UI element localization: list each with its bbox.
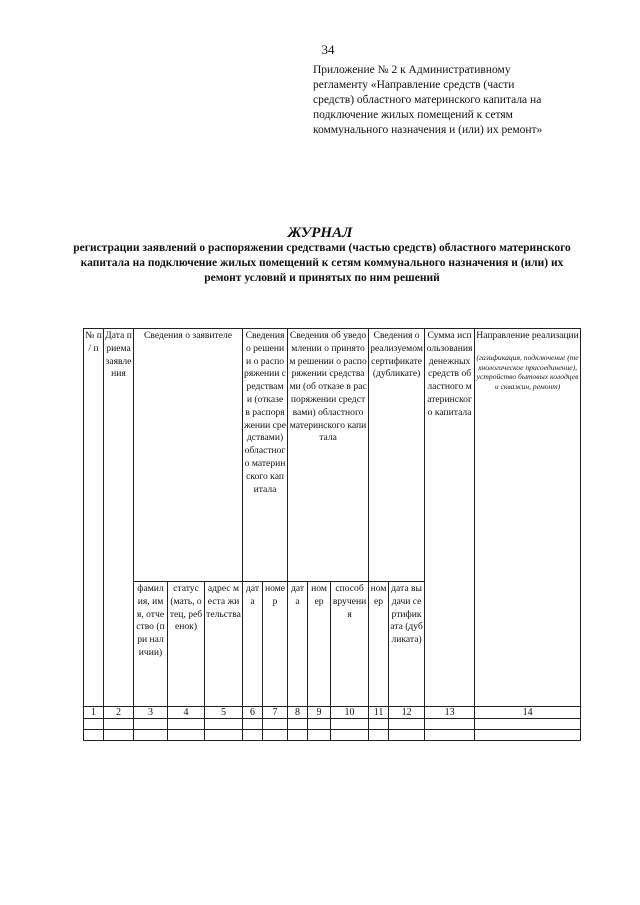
col-number: 12	[389, 707, 425, 719]
table-row	[84, 719, 581, 730]
col-number: 13	[425, 707, 475, 719]
table-cell	[104, 730, 134, 741]
sub-decision-date: дата	[243, 582, 263, 707]
col-number: 5	[205, 707, 243, 719]
sub-fio: фамилия, имя, отчество (при наличии)	[134, 582, 168, 707]
col-number: 2	[104, 707, 134, 719]
col-number: 9	[308, 707, 331, 719]
table-cell	[263, 719, 288, 730]
table-cell	[104, 719, 134, 730]
table-cell	[331, 719, 369, 730]
col-number: 10	[331, 707, 369, 719]
table-cell	[288, 730, 308, 741]
sub-decision-number: номер	[263, 582, 288, 707]
table-cell	[134, 719, 168, 730]
col-number: 6	[243, 707, 263, 719]
col-number: 8	[288, 707, 308, 719]
table-cell	[308, 730, 331, 741]
journal-table	[83, 328, 581, 741]
sub-notice-method: способ вручения	[331, 582, 369, 707]
table-cell	[425, 719, 475, 730]
table-cell	[168, 719, 205, 730]
table-cell	[475, 719, 581, 730]
col-number: 1	[84, 707, 104, 719]
header-row-main	[84, 329, 581, 582]
header-direction-note: (газификация, подключение (технологическое присоединение), устройство бытовых колодцев и скважин, ремонт)	[476, 352, 579, 392]
document-subtitle: регистрации заявлений о распоряжении средствами (частью средств) областного материнского капитала на подключение жилых помещений к сетям коммунального назначения и (или) их ремонт условий и принятых по ним решений	[73, 242, 571, 284]
table-cell	[389, 719, 425, 730]
header-certificate: Сведения о реализуемом сертификате (дубликате)	[369, 329, 425, 582]
table-cell	[243, 730, 263, 741]
column-number-row	[84, 707, 581, 719]
col-number: 3	[134, 707, 168, 719]
header-notice: Сведения об уведомлении о принятом решении о распоряжении средствами (об отказе в распоряжении средствами) областного материнского капитала	[288, 329, 369, 582]
page-number: 34	[321, 42, 335, 57]
table-row	[84, 730, 581, 741]
table-cell	[475, 730, 581, 741]
header-applicant: Сведения о заявителе	[134, 329, 243, 582]
col-number: 7	[263, 707, 288, 719]
table-cell	[205, 730, 243, 741]
sub-cert-number: номер	[369, 582, 389, 707]
table-cell	[84, 730, 104, 741]
table-cell	[168, 730, 205, 741]
header-sum: Сумма использования денежных средств областного материнского капитала	[425, 329, 475, 707]
header-decision: Сведения о решении о распоряжении средствами (отказе в распоряжении средствами) областного материнского капитала	[243, 329, 288, 582]
header-direction	[475, 329, 581, 707]
table-cell	[389, 730, 425, 741]
table-cell	[425, 730, 475, 741]
sub-notice-number: номер	[308, 582, 331, 707]
header-date: Дата приема заявления	[104, 329, 134, 707]
document-title: ЖУРНАЛ	[287, 225, 353, 241]
sub-cert-date: дата выдачи сертификата (дубликата)	[389, 582, 425, 707]
col-number: 14	[475, 707, 581, 719]
col-number: 11	[369, 707, 389, 719]
sub-status: статус (мать, отец, ребенок)	[168, 582, 205, 707]
table-cell	[288, 719, 308, 730]
appendix-note: Приложение № 2 к Административному регламенту «Направление средств (части средств) областного материнского капитала на подключение жилых помещений к сетям коммунального назначения и (или) их ремонт»	[313, 64, 543, 136]
table-cell	[369, 730, 389, 741]
table-cell	[308, 719, 331, 730]
header-num: № п / п	[84, 329, 104, 707]
table-cell	[84, 719, 104, 730]
table-cell	[331, 730, 369, 741]
sub-notice-date: дата	[288, 582, 308, 707]
table-cell	[134, 730, 168, 741]
header-direction-label: Направление реализации	[476, 330, 579, 341]
table-cell	[263, 730, 288, 741]
table-cell	[205, 719, 243, 730]
sub-address: адрес места жительства	[205, 582, 243, 707]
table-cell	[369, 719, 389, 730]
col-number: 4	[168, 707, 205, 719]
table-cell	[243, 719, 263, 730]
